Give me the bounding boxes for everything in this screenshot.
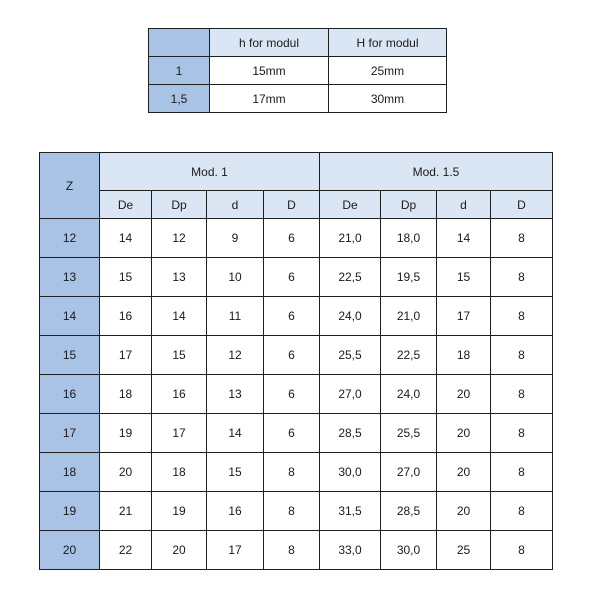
z-value-cell: 19 xyxy=(40,492,100,531)
table-cell: 8 xyxy=(491,375,553,414)
h-value-cell: 17mm xyxy=(210,85,329,113)
table-cell: 31,5 xyxy=(320,492,381,531)
z-value-cell: 13 xyxy=(40,258,100,297)
table-cell: 8 xyxy=(264,453,320,492)
table-cell: 22,5 xyxy=(320,258,381,297)
table-cell: 17 xyxy=(152,414,207,453)
sub-header-cell: d xyxy=(207,191,264,219)
z-value-cell: 18 xyxy=(40,453,100,492)
table-row xyxy=(40,297,553,336)
table-row xyxy=(40,453,553,492)
table-cell: 8 xyxy=(491,336,553,375)
table-cell: 18 xyxy=(437,336,491,375)
table-cell: 19 xyxy=(100,414,152,453)
table-row xyxy=(40,531,553,570)
sub-header-cell: De xyxy=(100,191,152,219)
table-cell: 12 xyxy=(207,336,264,375)
table-cell: 25,5 xyxy=(381,414,437,453)
table-cell: 19 xyxy=(152,492,207,531)
table-cell: 18 xyxy=(152,453,207,492)
h-value-cell: 15mm xyxy=(210,57,329,85)
table-cell: 8 xyxy=(491,453,553,492)
table-cell: 15 xyxy=(152,336,207,375)
table-cell: 10 xyxy=(207,258,264,297)
table-row xyxy=(40,258,553,297)
table-cell: 25,5 xyxy=(320,336,381,375)
z-value-cell: 12 xyxy=(40,219,100,258)
table-cell: 6 xyxy=(264,336,320,375)
table-cell: 17 xyxy=(437,297,491,336)
gear-table-group-header-row xyxy=(40,153,553,191)
z-value-cell: 14 xyxy=(40,297,100,336)
table-row xyxy=(40,414,553,453)
gear-table-sub-header-row xyxy=(40,191,553,219)
h-for-modul-header: h for modul xyxy=(210,29,329,57)
table-cell: 16 xyxy=(207,492,264,531)
table-cell: 9 xyxy=(207,219,264,258)
table-cell: 22 xyxy=(100,531,152,570)
table-cell: 21,0 xyxy=(320,219,381,258)
table-cell: 15 xyxy=(207,453,264,492)
table-row xyxy=(40,492,553,531)
table-cell: 27,0 xyxy=(381,453,437,492)
table-cell: 8 xyxy=(491,414,553,453)
sub-header-cell: d xyxy=(437,191,491,219)
z-value-cell: 16 xyxy=(40,375,100,414)
z-header-cell: Z xyxy=(40,153,100,219)
sub-header-cell: Dp xyxy=(381,191,437,219)
table-cell: 8 xyxy=(264,492,320,531)
table-cell: 6 xyxy=(264,297,320,336)
table-cell: 8 xyxy=(491,531,553,570)
table-cell: 30,0 xyxy=(320,453,381,492)
table-cell: 22,5 xyxy=(381,336,437,375)
table-cell: 20 xyxy=(100,453,152,492)
table-cell: 27,0 xyxy=(320,375,381,414)
module-table-corner-cell xyxy=(149,29,210,57)
modul-value-cell: 1,5 xyxy=(149,85,210,113)
z-value-cell: 15 xyxy=(40,336,100,375)
table-cell: 19,5 xyxy=(381,258,437,297)
table-cell: 8 xyxy=(491,258,553,297)
table-cell: 18,0 xyxy=(381,219,437,258)
table-cell: 8 xyxy=(491,297,553,336)
table-cell: 14 xyxy=(152,297,207,336)
table-cell: 8 xyxy=(491,219,553,258)
table-cell: 24,0 xyxy=(320,297,381,336)
modul-value-cell: 1 xyxy=(149,57,210,85)
H-value-cell: 25mm xyxy=(329,57,447,85)
sub-header-cell: D xyxy=(264,191,320,219)
table-cell: 20 xyxy=(437,375,491,414)
sub-header-cell: D xyxy=(491,191,553,219)
z-value-cell: 17 xyxy=(40,414,100,453)
table-row xyxy=(40,336,553,375)
table-cell: 13 xyxy=(207,375,264,414)
table-row xyxy=(40,219,553,258)
table-cell: 20 xyxy=(152,531,207,570)
table-cell: 21,0 xyxy=(381,297,437,336)
z-value-cell: 20 xyxy=(40,531,100,570)
table-cell: 11 xyxy=(207,297,264,336)
table-cell: 28,5 xyxy=(320,414,381,453)
table-cell: 8 xyxy=(491,492,553,531)
table-cell: 14 xyxy=(437,219,491,258)
table-cell: 6 xyxy=(264,375,320,414)
table-cell: 21 xyxy=(100,492,152,531)
table-cell: 17 xyxy=(100,336,152,375)
module-height-table xyxy=(148,28,447,113)
table-cell: 20 xyxy=(437,453,491,492)
module-table-header-row xyxy=(149,29,447,57)
table-cell: 6 xyxy=(264,258,320,297)
table-cell: 20 xyxy=(437,414,491,453)
table-cell: 17 xyxy=(207,531,264,570)
module-table-row xyxy=(149,85,447,113)
table-cell: 13 xyxy=(152,258,207,297)
table-cell: 12 xyxy=(152,219,207,258)
H-for-modul-header: H for modul xyxy=(329,29,447,57)
table-cell: 6 xyxy=(264,219,320,258)
gear-dimensions-table xyxy=(39,152,553,570)
table-cell: 14 xyxy=(100,219,152,258)
mod-1-group-header: Mod. 1 xyxy=(100,153,320,191)
table-cell: 16 xyxy=(152,375,207,414)
table-row xyxy=(40,375,553,414)
table-cell: 16 xyxy=(100,297,152,336)
table-cell: 18 xyxy=(100,375,152,414)
table-cell: 6 xyxy=(264,414,320,453)
table-cell: 30,0 xyxy=(381,531,437,570)
gear-table-body xyxy=(40,219,553,570)
sub-header-cell: Dp xyxy=(152,191,207,219)
mod-1-5-group-header: Mod. 1.5 xyxy=(320,153,553,191)
table-cell: 25 xyxy=(437,531,491,570)
table-cell: 8 xyxy=(264,531,320,570)
H-value-cell: 30mm xyxy=(329,85,447,113)
table-cell: 15 xyxy=(437,258,491,297)
table-cell: 20 xyxy=(437,492,491,531)
table-cell: 24,0 xyxy=(381,375,437,414)
sub-header-cell: De xyxy=(320,191,381,219)
table-cell: 28,5 xyxy=(381,492,437,531)
table-cell: 15 xyxy=(100,258,152,297)
module-table-row xyxy=(149,57,447,85)
table-cell: 33,0 xyxy=(320,531,381,570)
table-cell: 14 xyxy=(207,414,264,453)
